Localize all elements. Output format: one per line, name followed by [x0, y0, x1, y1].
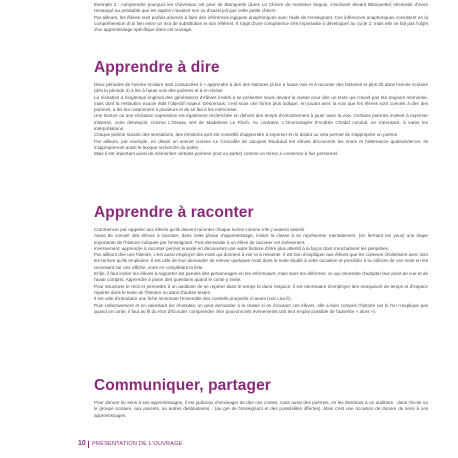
- body-paragraph: Avant de convier des élèves à raconter, dans cette phase d'apprentissage, inviter la classe à se représenter mentalement, (en fermant les yeux) une étape importante de l'histoire indiquée par l'enseignant. Puis demander à un élève de raconter cet événement.: [94, 233, 428, 245]
- body-paragraph: Une lecture ou une récitation expressive est également recherchée en dehors des temps d'entraînement à jouer avec la voix. Certains poèmes invitent à exprimer tristesse, voire désespoir, comme L'Oiseau vert de Madeleine Le Floch. Au contraire, L'Onomatopée d'Andrée Chedid conduit, en s'amusant, à varier les interprétations.: [94, 113, 428, 132]
- body-paragraph: Chaque poème suscite des sensations, des émotions qu'il est conseillé d'apprendre à exprimer en le disant ou cela permet de s'approprier un poème.: [94, 132, 399, 138]
- footer-label: PRÉSENTATION DE L'OUVRAGE: [92, 441, 183, 447]
- body-paragraph: Pour structurer le récit et permettre à un auditoire de se repérer dans le temps et dans l'espace, il est nécessaire d'employer des marqueurs de temps et d'espace repérés dans le texte de l'histoire ou dans d'autres textes.: [94, 283, 428, 295]
- intro-block: [94, 2, 428, 33]
- body-paragraph: Puis collectivement et en valorisant les réussites, un peut demander à la classe si en écoutant ces élèves, elle a bien compris l'histoire car si l'on n'explique pas quand on conte, il faut au fil du récit d'Écouter, comprendre, être pouvons tels événements unit leur emploi possible de l'adverbe « alors »).: [94, 302, 428, 314]
- intro-paragraph: Exemple 2 : comprendre pourquoi les chèvreaux ont peur de Blanquette (dans La Chèvre de monsieur Seguin, s'inclinent devant Blanquette) nécessite d'avoir remarqué au préalable que les sapins n'avaient rien vu d'aussi joli que cette petite chèvre.: [94, 2, 428, 14]
- section-body-apprendre-a-raconter: [94, 227, 428, 315]
- body-paragraph: Par ailleurs, par exemple, en disant un sonnet comme Le Crocodile de Jacques Roubaud les élèves découvrent les rimes et l'alternance quatrain/tercet. Ils s'approprieront aussi le lexique recherché du poète.: [94, 138, 428, 150]
- body-paragraph: Inversement, apprendre à raconter permet ensuite en découvrant une autre histoire d'être plus attentif à la façon dont s'enchaînent les péripéties.: [94, 245, 390, 251]
- section-body-communiquer-partager: [94, 400, 428, 419]
- body-paragraph: Par ailleurs dire une histoire, c'est aussi employer des mots qui donnent à voir et à ressentir. Il est bon d'expliquer aux élèves que les conteurs choisissent avec soin les termes qu'ils emploient. Il est utile de leur demander de relever quelques mots dans le texte étudié à cette occasion et procéder à la collecte de ces mots en les recensant sur une affiche, voire en complétant la liste.: [94, 252, 428, 270]
- page-number: 10: [78, 440, 86, 447]
- body-paragraph: La récitation a longtemps englouti des générations d'élèves invités à se présenter seuls devant la classe pour dire un texte qui n'avait pas été toujours mémorisé, mais dont la restitution exacte était l'objectif majeur. Désormais, c'est sous une forme plus ludique, en jouant avec la voix que les élèves sont conviés à dire des poèmes, à les lire notamment à plusieurs et de se fait à les mémoriser.: [94, 94, 428, 113]
- body-paragraph: Pour donner du sens à ses apprentissages, il est judicieux d'envisager de dire ces contes, mais aussi des poèmes, en les destinant à un auditoire : dans l'école ou le groupe scolaire, aux parents, ou autres destinataires... (au gré de l'enseignant et des possibilités offertes). Mais c'est une occasion de donner du sens à ces apprentissages.: [94, 400, 428, 418]
- intro-paragraph: Par ailleurs, les élèves sont parfois amenés à faire des inférences logiques anaphoriques avec l'aide de l'enseignant. Ces inférences anaphoriques consistent en la compréhension d'un lien entre un mot de substitution et son référent. Il s'agit d'une compétence très importante à développer au cycle 2, mais elle ne fait pas l'objet d'un apprentissage spécifique dans cet ouvrage.: [94, 14, 428, 33]
- section-title-apprendre-a-raconter: Apprendre à raconter: [94, 204, 254, 221]
- body-paragraph: Enfin, il faut inviter les élèves à rapporter les paroles des personnages en les reformulant, mais sans les déformer, ce qui nécessite d'adopter leur point de vue et de l'avoir compris. Apprendre à poser des questions quand le conte y invite.: [94, 271, 428, 283]
- page-footer: [0, 440, 458, 452]
- body-paragraph: Mais il est important aussi de mémoriser certains poèmes (tout ou partie) comme un trésor à conserver à fois personnel.: [94, 151, 339, 157]
- body-paragraph: Commencer par rappeler aux élèves qu'ils doivent raconter chaque scène comme s'ils y avaient assisté.: [94, 227, 306, 232]
- body-paragraph: Deux périodes de l'année scolaire sont consacrées à « apprendre à dire des histoires (à lire à haute voix et à raconter des histoires et plus tôt dans l'année scolaire (dès la période 2) à lire à haute voix des poèmes et à en réciter.: [94, 82, 428, 94]
- section-body-apprendre-a-dire: [94, 82, 428, 158]
- section-title-communiquer-partager: Communiquer, partager: [94, 377, 271, 394]
- body-paragraph: Il est utile d'introduire une fiche recensant l'ensemble des conseils proposés ci-avant (voir Lea.fr).: [94, 296, 292, 302]
- section-title-apprendre-a-dire: Apprendre à dire: [94, 59, 220, 76]
- footer-divider: [88, 441, 89, 448]
